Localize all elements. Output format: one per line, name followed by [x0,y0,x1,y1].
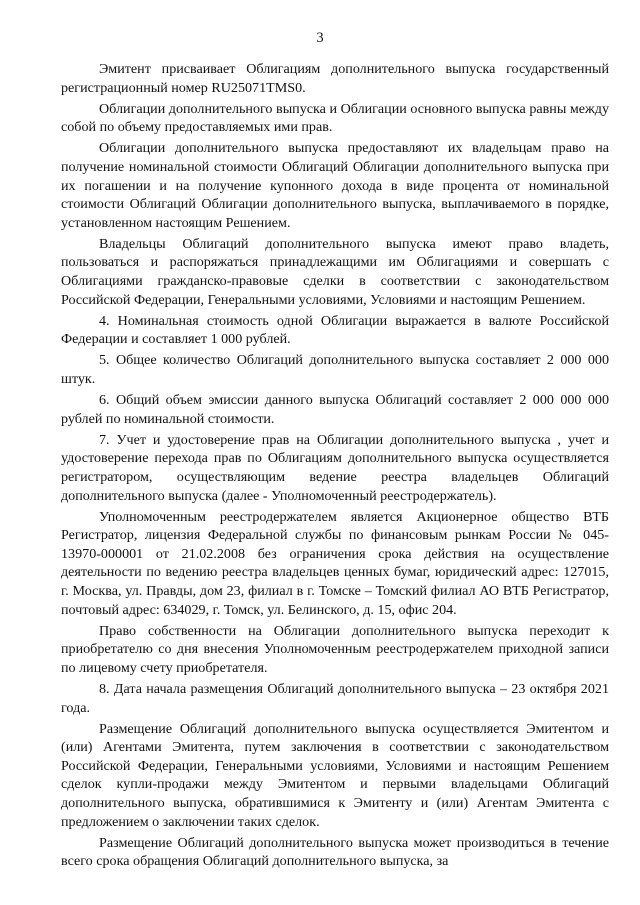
document-body [61,60,609,873]
paragraph-ownership-transfer: Право собственности на Облигации дополнительного выпуска переходит к приобретателю со дня внесения Уполномоченным реестродержателем приходной записи по лицевому счету приобретателя. [61,622,609,676]
paragraph-holder-rights: Облигации дополнительного выпуска предоставляют их владельцам право на получение номинальной стоимости Облигаций Облигации дополнительного выпуска при их погашении и на получение купонного дохода в виде процента от номинальной стоимости Облигаций Облигации дополнительного выпуска, выплачиваемого в порядке, установленном настоящим Решением. [61,140,609,231]
paragraph-nominal-value: 4. Номинальная стоимость одной Облигации выражается в валюте Российской Федерации и составляет 1 000 рублей. [61,312,609,348]
paragraph-equal-rights: Облигации дополнительного выпуска и Облигации основного выпуска равны между собой по объему предоставляемых ими прав. [61,100,609,136]
paragraph-registrar-details: Уполномоченным реестродержателем является Акционерное общество ВТБ Регистратор, лицензия Федеральной службы по финансовым рынкам России № 045-13970-000001 от 21.02.2008 без ограничения срока действия на осуществление деятельности по ведению реестра владельцев ценных бумаг, юридический адрес: 127015, г. Москва, ул. Правды, дом 23, филиал в г. Томске – Томский филиал АО ВТБ Регистратор, почтовый адрес: 634029, г. Томск, ул. Белинского, д. 15, офис 204. [61,508,609,618]
paragraph-rights-registration: 7. Учет и удостоверение прав на Облигации дополнительного выпуска , учет и удостоверение перехода прав по Облигациям дополнительного выпуска осуществляется регистратором, осуществляющим ведение реестра владельцев Облигаций дополнительного выпуска (далее - Уполномоченный реестродержатель). [61,431,609,504]
paragraph-state-registration-number: Эмитент присваивает Облигациям дополнительного выпуска государственный регистрационный номер RU25071TMS0. [61,61,609,96]
paragraph-holder-dispose: Владельцы Облигаций дополнительного выпуска имеют право владеть, пользоваться и распоряжаться принадлежащими им Облигациями и совершать с Облигациями гражданско-правовые сделки в соответствии с законодательством Российской Федерации, Генеральными условиями, Условиями и настоящим Решением. [61,235,609,308]
paragraph-placement-start-date: 8. Дата начала размещения Облигаций дополнительного выпуска – 23 октября 2021 года. [61,681,609,716]
paragraph-total-volume: 6. Общий объем эмиссии данного выпуска Облигаций составляет 2 000 000 000 рублей по номинальной стоимости. [61,392,609,427]
paragraph-placement-method: Размещение Облигаций дополнительного выпуска осуществляется Эмитентом и (или) Агентами Эмитента, путем заключения в соответствии с законодательством Российской Федерации, Генеральными условиями, Условиями и настоящим Решением сделок купли-продажи между Эмитентом и первыми владельцами Облигаций дополнительного выпуска, обратившимися к Эмитенту и (или) Агентам Эмитента с предложением о заключении таких сделок. [61,720,609,830]
page-number: 3 [316,30,324,46]
paragraph-placement-period: Размещение Облигаций дополнительного выпуска может производиться в течение всего срока обращения Облигаций дополнительного выпуска, за [61,834,609,870]
paragraph-total-quantity: 5. Общее количество Облигаций дополнительного выпуска составляет 2 000 000 штук. [61,352,609,387]
